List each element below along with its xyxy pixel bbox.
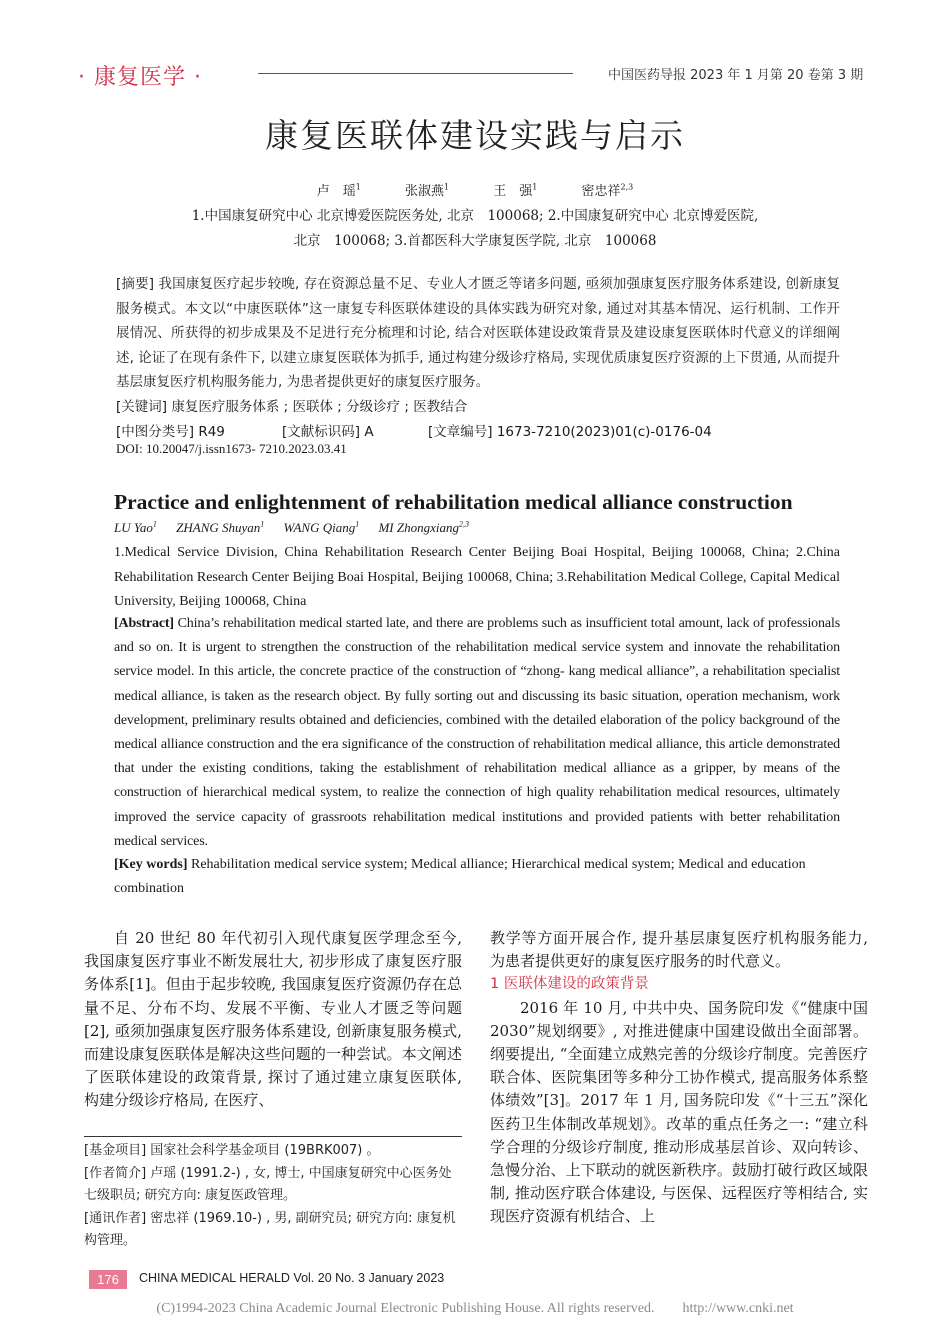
abstract-en-label: [Abstract] bbox=[114, 616, 174, 631]
body-left-column bbox=[84, 927, 462, 1113]
header-divider bbox=[258, 73, 573, 74]
document-code: [文献标识码] A bbox=[282, 424, 374, 440]
abstract-cn: [摘要] 我国康复医疗起步较晚, 存在资源总量不足、专业人才匮乏等诸多问题, 亟须加强康复医疗服务体系建设, 创新康复服务模式。本文以“中康医联体”这一康复专科医联体建设的具体实践为研究对象, 通过对其基本情况、运行机制、工作开展情况、所获得的初步成果及不足进行充分梳理和讨论, 结合对医联体建设政策背景及建设康复医联体时代意义的详细阐述, 论证了在现有条件下, 以建立康复医联体为抓手, 通过构建分级诊疗格局, 实现优质康复医疗资源的上下贯通, 从而提升基层康复医疗机构服务能力, 为患者提供更好的康复医疗服务。 bbox=[116, 276, 840, 390]
body-paragraph: 教学等方面开展合作, 提升基层康复医疗机构服务能力, 为患者提供更好的康复医疗服务的时代意义。 bbox=[490, 929, 868, 971]
abstract-cn-label: [摘要] bbox=[116, 276, 155, 292]
section-tag: · 康复医学 · bbox=[78, 65, 202, 90]
footnotes bbox=[84, 1140, 462, 1253]
footnote-funding: [基金项目] 国家社会科学基金项目 (19BRK007) 。 bbox=[84, 1143, 380, 1158]
author-cn: 密忠祥$^{2,3}$ bbox=[581, 182, 634, 199]
authors-en bbox=[114, 520, 485, 536]
body-paragraph: 2016 年 10 月, 中共中央、国务院印发《“健康中国 2030”规划纲要》, 对推进健康中国建设做出全面部署。纲要提出, “全面建立成熟完善的分级诊疗制度。完善医疗联合体、医院集团等多种分工协作模式, 提高服务体系整体绩效”[3]。2017 年 1 月, 国务院印发《“十三五”深化医药卫生体制改革规划》。改革的重点任务之一: “建立科学合理的分级诊疗制度, 推动形成基层首诊、双向转诊、急慢分治、上下联动的就医新秩序。鼓励打破行政区域限制, 推动医疗联合体建设, 与医保、远程医疗等相结合, 实现医疗资源有机结合、上 bbox=[490, 998, 868, 1226]
affiliation-en: 1.Medical Service Division, China Rehabilitation Research Center Beijing Boai Hospital, Beijing 100068, China; 2.China Rehabilitation Research Center Beijing Boai Hospital, Beijing 100068, China; 3.Rehabilitation Medical College, Capital Medical University, Beijing 100068, China bbox=[114, 545, 840, 609]
author-cn: 张淑燕$^1$ bbox=[405, 182, 450, 199]
footnote-author: [作者简介] 卢瑶 (1991.2-) , 女, 博士, 中国康复研究中心医务处七级职员; 研究方向: 康复医政管理。 bbox=[84, 1165, 452, 1203]
copyright-watermark: (C)1994-2023 China Academic Journal Electronic Publishing House. All rights reserved. http://www.cnki.net bbox=[156, 1301, 794, 1316]
footnote-corresponding: [通讯作者] 密忠祥 (1969.10-) , 男, 副研究员; 研究方向: 康复机构管理。 bbox=[84, 1210, 456, 1248]
paper-title-cn: 康复医联体建设实践与启示 bbox=[265, 116, 685, 155]
footnote-divider bbox=[84, 1136, 462, 1137]
paper-title-en: Practice and enlightenment of rehabilitation medical alliance construction bbox=[114, 490, 793, 514]
keywords-cn: [关键词] 康复医疗服务体系 ; 医联体 ; 分级诊疗 ; 医教结合 bbox=[116, 399, 468, 415]
author-en: WANG Qiang$^1$ bbox=[283, 520, 360, 536]
section-heading: 1 医联体建设的政策背景 bbox=[490, 976, 649, 993]
body-paragraph: 自 20 世纪 80 年代初引入现代康复医学理念至今, 我国康复医疗事业不断发展壮大, 初步形成了康复医疗服务体系[1]。但由于起步较晚, 我国康复医疗资源仍存在总量不足、分布不均、发展不平衡、专业人才匮乏等问题[2], 亟须加强康复医疗服务体系建设, 创新康复服务模式, 而建设康复医联体是解决这些问题的一种尝试。本文阐述了医联体建设的政策背景, 探讨了通过建立康复医联体, 构建分级诊疗格局, 在医疗、 bbox=[84, 929, 462, 1110]
keywords-en: [Key words] Rehabilitation medical service system; Medical alliance; Hierarchical medical system; Medical and education combination bbox=[114, 857, 806, 897]
article-number: [文章编号] 1673-7210(2023)01(c)-0176-04 bbox=[428, 424, 712, 440]
author-en: MI Zhongxiang$^{2,3}$ bbox=[378, 520, 469, 536]
clc-number: [中图分类号] R49 bbox=[116, 424, 225, 440]
authors-cn bbox=[0, 180, 950, 199]
doi[interactable]: DOI: 10.20047/j.issn1673- 7210.2023.03.41 bbox=[116, 441, 347, 456]
affiliations-cn: 1.中国康复研究中心 北京博爱医院医务处, 北京 100068; 2.中国康复研究中心 北京博爱医院, 北京 100068; 3.首都医科大学康复医学院, 北京 100068 bbox=[191, 208, 759, 249]
author-en: ZHANG Shuyan$^1$ bbox=[176, 520, 265, 536]
body-right-column bbox=[490, 927, 868, 1229]
abstract-en: [Abstract] China’s rehabilitation medical started late, and there are problems such as insufficient total amount, lack of professionals and so on. It is urgent to strengthen the construction of the rehabilitation medical service system and innovate the rehabilitation service model. In this article, the concrete practice of the construction of “zhong- kang medical alliance”, a rehabilitation specialist medical alliance, is taken as the research object. By fully sorting out and discussing its basic situation, operation mechanism, work development, preliminary results obtained and deficiencies, combined with the detailed elaboration of the policy background of the medical alliance construction and the era significance of the construction of rehabilitation medical alliance, this article demonstrated that under the existing conditions, taking the establishment of rehabilitation medical alliance as a gripper, by means of the construction of hierarchical medical system, to realize the connection of high quality rehabilitation medical resources, ultimately improved the service capacity of grassroots rehabilitation medical institutions and provided patients with better rehabilitation medical services. bbox=[114, 616, 840, 849]
author-cn: 卢 瑶$^1$ bbox=[316, 182, 361, 199]
footer-journal: CHINA MEDICAL HERALD Vol. 20 No. 3 January 2023 bbox=[139, 1271, 445, 1285]
author-cn: 王 强$^1$ bbox=[493, 182, 538, 199]
author-en: LU Yao$^1$ bbox=[114, 520, 157, 536]
page-number: 176 bbox=[89, 1270, 127, 1289]
journal-issue-info: 中国医药导报 2023 年 1 月第 20 卷第 3 期 bbox=[608, 68, 864, 83]
